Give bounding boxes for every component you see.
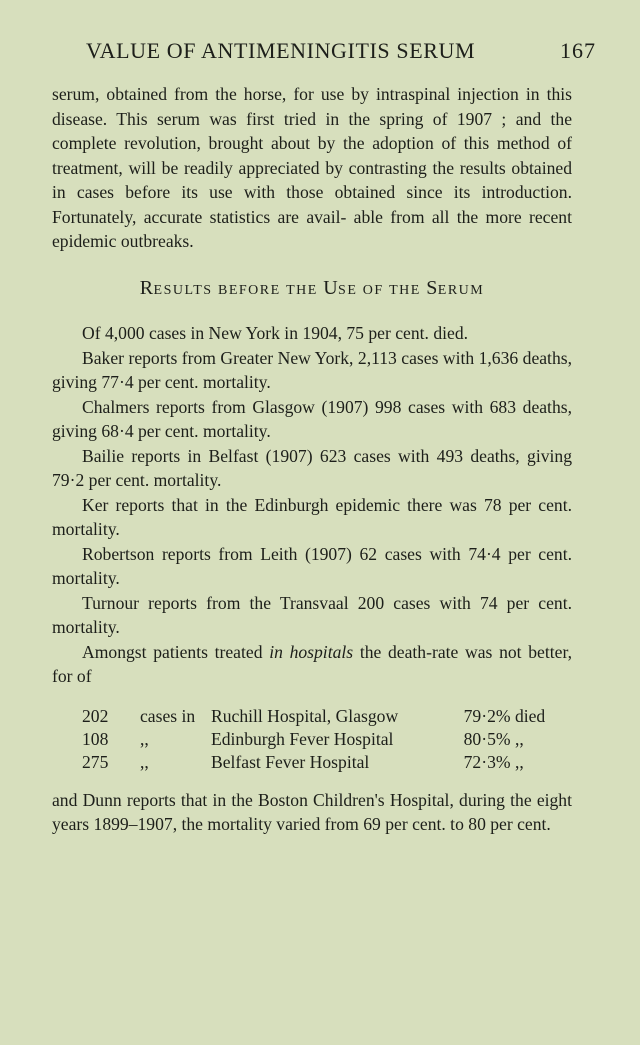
heading-word-use: SE [338,282,358,298]
emphasis-in-hospitals: in hospitals [269,641,354,662]
list-row [82,728,572,751]
list-row [82,705,572,728]
heading-word-of: OF [362,282,384,298]
heading-cap-u: U [323,276,339,299]
result-paragraph: Turnour reports from the Transvaal 200 cases with 74 per cent. mortality. [52,592,572,637]
death-rate: 72·3% ,, [463,751,524,772]
result-paragraph: Robertson reports from Leith (1907) 62 cases with 74·4 per cent. mortality. [52,543,572,588]
result-paragraph: Of 4,000 cases in New York in 1904, 75 per cent. died. [82,323,469,343]
case-count: 275 [82,751,109,772]
heading-cap-s: S [426,276,438,299]
result-paragraph: Chalmers reports from Glasgow (1907) 998 cases with 683 deaths, giving 68·4 per cent. mortality. [52,396,572,441]
ditto-mark: ,, [140,751,149,772]
intro-paragraph: serum, obtained from the horse, for use by intraspinal injection in this disease. This serum was first tried in the spring of 1907 ; and the complete revolution, brought about by the adoption of this method of treatment, will be readily appreciated by contrasting the results obtained in cases before its use with those obtained since its introduction. Fortunately, accurate statistics are avail- able from all the more recent epidemic outbreaks. [52,84,572,251]
hospital-name: Edinburgh Fever Hospital [210,728,394,749]
heading-word-serum: ERUM [437,282,485,298]
result-paragraph: Baker reports from Greater New York, 2,113 cases with 1,636 deaths, giving 77·4 per cent. mortality. [52,347,572,392]
case-count: 108 [82,728,109,749]
list-row [82,751,572,774]
death-rate: 80·5% ,, [463,728,524,749]
running-head [86,38,596,64]
case-label: cases in [140,705,196,726]
running-title: VALUE OF ANTIMENINGITIS SERUM [86,38,476,63]
hospital-list [82,705,572,774]
heading-cap-r: R [139,276,154,299]
case-count: 202 [82,705,109,726]
heading-word-the-2: THE [389,282,421,298]
hospital-name: Belfast Fever Hospital [210,751,370,772]
ditto-mark: ,, [140,728,149,749]
page-number: 167 [560,38,596,63]
hospitals-paragraph: Amongst patients treated in hospitals the death-rate was not better, for of [52,641,572,686]
heading-word-before: BEFORE [217,282,281,298]
hospital-name: Ruchill Hospital, Glasgow [210,705,399,726]
result-paragraph: Ker reports that in the Edinburgh epidemic there was 78 per cent. mortality. [52,494,572,539]
closing-paragraph: and Dunn reports that in the Boston Children's Hospital, during the eight years 1899–1907, the mortality varied from 69 per cent. to 80 per cent. [52,789,572,834]
result-paragraph: Bailie reports in Belfast (1907) 623 cases with 493 deaths, giving 79·2 per cent. mortality. [52,445,572,490]
death-rate: 79·2% died [463,705,546,726]
page-body [52,82,572,837]
heading-word-the: THE [286,282,318,298]
heading-word-results: ESULTS [153,282,213,298]
section-heading [52,276,572,304]
